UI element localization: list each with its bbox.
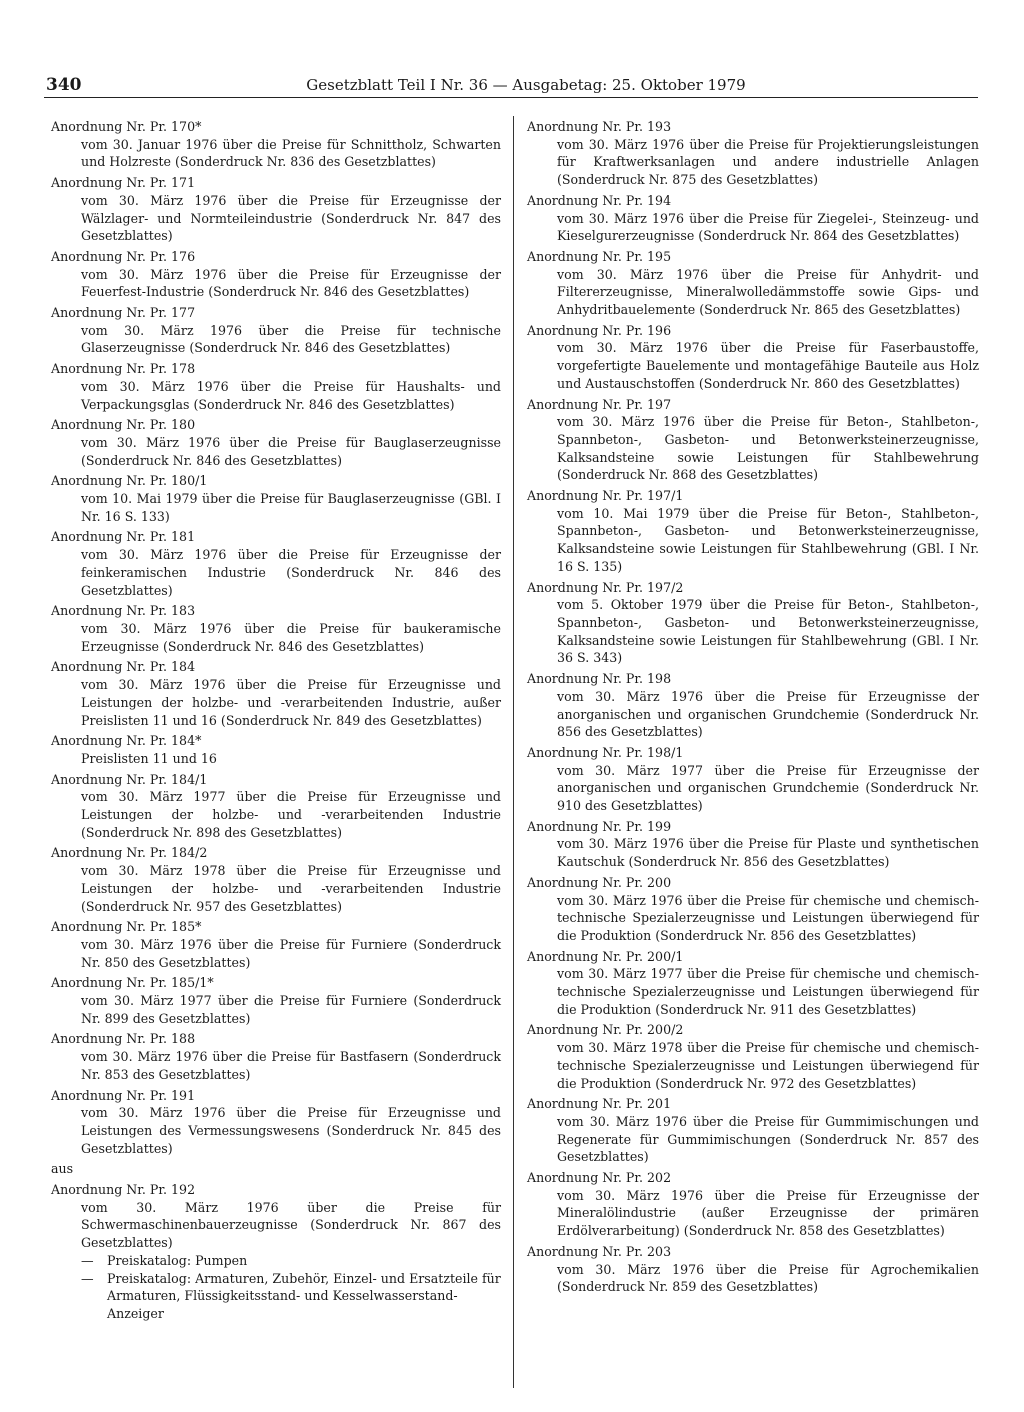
ordinance-entry xyxy=(51,360,501,413)
ordinance-title: Anordnung Nr. Pr. 188 xyxy=(51,1031,196,1047)
ordinance-title: Anordnung Nr. Pr. 203 xyxy=(527,1243,672,1259)
catalog-item-text: Preiskatalog: Armaturen, Zubehör, Einzel- und Ersatzteile für Armaturen, Flüssigkeitsstand- und Kesselwasserstand-Anzeiger xyxy=(107,1270,501,1321)
ordinance-description: vom 30. März 1976 über die Preise für Gummimischungen und Regenerate für Gummimischungen (Sonderdruck Nr. 857 des Gesetzblattes) xyxy=(557,1113,979,1165)
ordinance-description: vom 30. März 1976 über die Preise für Erzeugnisse der feinkeramischen Industrie (Sonderdruck Nr. 846 des Gesetzblattes) xyxy=(81,547,501,598)
ordinance-entry xyxy=(527,1095,979,1166)
page-number: 340 xyxy=(46,75,82,95)
ordinance-entry xyxy=(527,818,979,871)
ordinance-description: vom 30. März 1976 über die Preise für Bastfasern (Sonderdruck Nr. 853 des Gesetzblattes) xyxy=(81,1049,501,1082)
ordinance-entry xyxy=(527,579,979,668)
ordinance-description: vom 30. März 1977 über die Preise für Erzeugnisse der anorganischen und organischen Grundchemie (Sonderdruck Nr. 910 des Gesetzblattes) xyxy=(557,762,979,814)
catalog-item-text: Preiskatalog: Pumpen xyxy=(107,1252,248,1268)
ordinance-entry xyxy=(527,874,979,945)
ordinance-entry xyxy=(51,844,501,915)
dash-marker: — xyxy=(81,1270,94,1286)
ordinance-entry xyxy=(527,487,979,576)
ordinance-title: Anordnung Nr. Pr. 176 xyxy=(51,248,196,264)
catalog-item xyxy=(51,1270,501,1323)
ordinance-title: Anordnung Nr. Pr. 200/2 xyxy=(527,1022,684,1038)
aus-label: aus xyxy=(51,1161,74,1177)
ordinance-description: Preislisten 11 und 16 xyxy=(81,750,217,766)
ordinance-title: Anordnung Nr. Pr. 200 xyxy=(527,874,672,890)
ordinance-entry xyxy=(51,658,501,729)
ordinance-entry xyxy=(51,174,501,245)
ordinance-entry xyxy=(527,396,979,485)
ordinance-title: Anordnung Nr. Pr. 180 xyxy=(51,417,196,433)
ordinance-entry xyxy=(527,744,979,815)
ordinance-entry xyxy=(527,948,979,1019)
ordinance-title: Anordnung Nr. Pr. 180/1 xyxy=(51,473,208,489)
ordinance-description: vom 30. März 1976 über die Preise für Anhydrit- und Filtererzeugnisse, Mineralwolledämmstoffe sowie Gips- und Anhydritbauelemente (Sonderdruck Nr. 865 des Gesetzblattes) xyxy=(557,266,979,318)
ordinance-description: vom 30. März 1976 über die Preise für Projektierungsleistungen für Kraftwerksanlagen und andere industrielle Anlagen (Sonderdruck Nr. 875 des Gesetzblattes) xyxy=(557,136,979,188)
ordinance-description: vom 30. März 1976 über die Preise für technische Glaserzeugnisse (Sonderdruck Nr. 846 des Gesetzblattes) xyxy=(81,322,501,356)
ordinance-description: vom 30. März 1976 über die Preise für Plaste und synthetischen Kautschuk (Sonderdruck Nr. 856 des Gesetzblattes) xyxy=(557,836,979,870)
ordinance-description: vom 30. März 1976 über die Preise für Erzeugnisse und Leistungen der holzbe- und -verarbeitenden Industrie, außer Preislisten 11 und 16 (Sonderdruck Nr. 849 des Gesetzblattes) xyxy=(81,677,501,728)
ordinance-title: Anordnung Nr. Pr. 199 xyxy=(527,818,672,834)
ordinance-title: Anordnung Nr. Pr. 196 xyxy=(527,322,672,338)
ordinance-entry xyxy=(51,248,501,301)
ordinance-title: Anordnung Nr. Pr. 191 xyxy=(51,1087,196,1103)
ordinance-title: Anordnung Nr. Pr. 202 xyxy=(527,1170,672,1186)
ordinance-entry xyxy=(51,918,501,971)
ordinance-entry xyxy=(527,670,979,741)
ordinance-description: vom 30. März 1976 über die Preise für Erzeugnisse der Mineralölindustrie (außer Erzeugnisse der primären Erdölverarbeitung) (Sonderdruck Nr. 858 des Gesetzblattes) xyxy=(557,1187,979,1239)
ordinance-entry xyxy=(51,472,501,525)
ordinance-entry xyxy=(51,1030,501,1083)
ordinance-title: Anordnung Nr. Pr. 171 xyxy=(51,175,196,191)
ordinance-entry xyxy=(527,1169,979,1240)
ordinance-description: vom 5. Oktober 1979 über die Preise für Beton-, Stahlbeton-, Spannbeton-, Gasbeton- und Betonwerksteinerzeugnisse, Kalksandsteine sowie Leistungen für Stahlbewehrung (GBl. I Nr. 36 S. 343) xyxy=(557,597,979,666)
ordinance-entry xyxy=(51,416,501,469)
ordinance-title: Anordnung Nr. Pr. 184/2 xyxy=(51,845,208,861)
ordinance-description: vom 30. März 1977 über die Preise für Furniere (Sonderdruck Nr. 899 des Gesetzblattes) xyxy=(81,993,501,1026)
ordinance-entry xyxy=(51,732,501,767)
ordinance-title: Anordnung Nr. Pr. 194 xyxy=(527,192,672,208)
ordinance-entry xyxy=(51,1181,501,1323)
ordinance-entry xyxy=(51,771,501,842)
ordinance-title: Anordnung Nr. Pr. 198 xyxy=(527,671,672,687)
catalog-item xyxy=(51,1252,501,1270)
ordinance-entry xyxy=(527,118,979,189)
header-rule xyxy=(44,97,978,98)
ordinance-entry xyxy=(527,322,979,393)
ordinance-title: Anordnung Nr. Pr. 184 xyxy=(51,659,196,675)
ordinance-title: Anordnung Nr. Pr. 197/2 xyxy=(527,579,684,595)
ordinance-entry xyxy=(527,1243,979,1296)
ordinance-description: vom 30. März 1976 über die Preise für Erzeugnisse der anorganischen und organischen Grundchemie (Sonderdruck Nr. 856 des Gesetzblattes) xyxy=(557,688,979,740)
ordinance-description: vom 30. März 1976 über die Preise für baukeramische Erzeugnisse (Sonderdruck Nr. 846 des Gesetzblattes) xyxy=(81,620,501,654)
ordinance-entry xyxy=(527,248,979,319)
ordinance-title: Anordnung Nr. Pr. 185* xyxy=(51,919,202,935)
ordinance-title: Anordnung Nr. Pr. 195 xyxy=(527,248,672,264)
left-column xyxy=(51,118,501,1326)
ordinance-description: vom 30. März 1976 über die Preise für Beton-, Stahlbeton-, Spannbeton-, Gasbeton- und Betonwerksteinerzeugnisse, Kalksandsteine sowie Leistungen für Stahlbewehrung (Sonderdruck Nr. 868 des Gesetzblattes) xyxy=(557,414,979,483)
ordinance-title: Anordnung Nr. Pr. 177 xyxy=(51,305,196,321)
ordinance-entry xyxy=(51,304,501,357)
ordinance-description: vom 30. März 1976 über die Preise für Schwermaschinenbauerzeugnisse (Sonderdruck Nr. 867 des Gesetzblattes) xyxy=(81,1199,501,1251)
ordinance-entry xyxy=(527,1021,979,1092)
ordinance-entry xyxy=(51,974,501,1027)
ordinance-description: vom 30. März 1976 über die Preise für Erzeugnisse und Leistungen des Vermessungswesens (Sonderdruck Nr. 845 des Gesetzblattes) xyxy=(81,1105,501,1156)
ordinance-description: vom 30. März 1978 über die Preise für chemische und chemisch-technische Spezialerzeugnisse und Leistungen überwiegend für die Produktion (Sonderdruck Nr. 972 des Gesetzblattes) xyxy=(557,1040,979,1091)
right-column xyxy=(527,118,979,1299)
ordinance-title: Anordnung Nr. Pr. 197/1 xyxy=(527,488,684,504)
ordinance-entry xyxy=(527,192,979,245)
ordinance-title: Anordnung Nr. Pr. 183 xyxy=(51,603,196,619)
ordinance-description: vom 10. Mai 1979 über die Preise für Beton-, Stahlbeton-, Spannbeton-, Gasbeton- und Betonwerksteinerzeugnisse, Kalksandsteine sowie Leistungen für Stahlbewehrung (GBl. I Nr. 16 S. 135) xyxy=(557,505,979,574)
ordinance-description: vom 30. März 1976 über die Preise für Bauglaserzeugnisse (Sonderdruck Nr. 846 des Gesetzblattes) xyxy=(81,434,501,468)
page-header xyxy=(44,74,978,96)
ordinance-description: vom 30. März 1976 über die Preise für Faserbaustoffe, vorgefertigte Bauelemente und montagefähige Bauteile aus Holz und Austauschstoffen (Sonderdruck Nr. 860 des Gesetzblattes) xyxy=(557,340,979,391)
ordinance-entry xyxy=(51,118,501,171)
ordinance-entry xyxy=(51,1087,501,1158)
ordinance-title: Anordnung Nr. Pr. 178 xyxy=(51,361,196,377)
ordinance-description: vom 30. März 1976 über die Preise für Haushalts- und Verpackungsglas (Sonderdruck Nr. 846 des Gesetzblattes) xyxy=(81,378,501,412)
ordinance-description: vom 30. März 1978 über die Preise für Erzeugnisse und Leistungen der holzbe- und -verarbeitenden Industrie (Sonderdruck Nr. 957 des Gesetzblattes) xyxy=(81,863,501,914)
ordinance-description: vom 30. März 1976 über die Preise für Erzeugnisse der Feuerfest-Industrie (Sonderdruck Nr. 846 des Gesetzblattes) xyxy=(81,266,501,300)
ordinance-title: Anordnung Nr. Pr. 192 xyxy=(51,1182,196,1198)
ordinance-title: Anordnung Nr. Pr. 193 xyxy=(527,119,672,134)
ordinance-description: vom 30. März 1976 über die Preise für chemische und chemisch-technische Spezialerzeugnisse und Leistungen überwiegend für die Produktion (Sonderdruck Nr. 856 des Gesetzblattes) xyxy=(557,892,979,943)
ordinance-description: vom 30. März 1977 über die Preise für chemische und chemisch-technische Spezialerzeugnisse und Leistungen überwiegend für die Produktion (Sonderdruck Nr. 911 des Gesetzblattes) xyxy=(557,966,979,1017)
ordinance-description: vom 30. März 1977 über die Preise für Erzeugnisse und Leistungen der holzbe- und -verarbeitenden Industrie (Sonderdruck Nr. 898 des Gesetzblattes) xyxy=(81,789,501,840)
ordinance-title: Anordnung Nr. Pr. 198/1 xyxy=(527,744,684,760)
dash-marker: — xyxy=(81,1252,94,1268)
ordinance-description: vom 30. März 1976 über die Preise für Erzeugnisse der Wälzlager- und Normteileindustrie (Sonderdruck Nr. 847 des Gesetzblattes) xyxy=(81,192,501,244)
ordinance-description: vom 10. Mai 1979 über die Preise für Bauglaserzeugnisse (GBl. I Nr. 16 S. 133) xyxy=(81,491,501,524)
ordinance-description: vom 30. März 1976 über die Preise für Agrochemikalien (Sonderdruck Nr. 859 des Gesetzblattes) xyxy=(557,1261,979,1295)
ordinance-title: Anordnung Nr. Pr. 170* xyxy=(51,119,202,134)
ordinance-title: Anordnung Nr. Pr. 184* xyxy=(51,733,202,749)
ordinance-entry xyxy=(51,528,501,599)
running-title: Gesetzblatt Teil I Nr. 36 — Ausgabetag: 25. Oktober 1979 xyxy=(306,76,746,94)
ordinance-description: vom 30. März 1976 über die Preise für Furniere (Sonderdruck Nr. 850 des Gesetzblattes) xyxy=(81,936,501,970)
ordinance-title: Anordnung Nr. Pr. 181 xyxy=(51,529,196,545)
ordinance-title: Anordnung Nr. Pr. 201 xyxy=(527,1096,672,1112)
ordinance-description: vom 30. März 1976 über die Preise für Ziegelei-, Steinzeug- und Kieselgurerzeugnisse (Sonderdruck Nr. 864 des Gesetzblattes) xyxy=(557,210,979,244)
ordinance-entry xyxy=(51,602,501,655)
ordinance-title: Anordnung Nr. Pr. 197 xyxy=(527,396,672,412)
column-divider xyxy=(513,116,514,1388)
ordinance-title: Anordnung Nr. Pr. 184/1 xyxy=(51,771,208,787)
ordinance-title: Anordnung Nr. Pr. 185/1* xyxy=(51,975,214,991)
ordinance-title: Anordnung Nr. Pr. 200/1 xyxy=(527,948,684,964)
ordinance-description: vom 30. Januar 1976 über die Preise für Schnittholz, Schwarten und Holzreste (Sonderdruck Nr. 836 des Gesetzblattes) xyxy=(81,136,501,170)
